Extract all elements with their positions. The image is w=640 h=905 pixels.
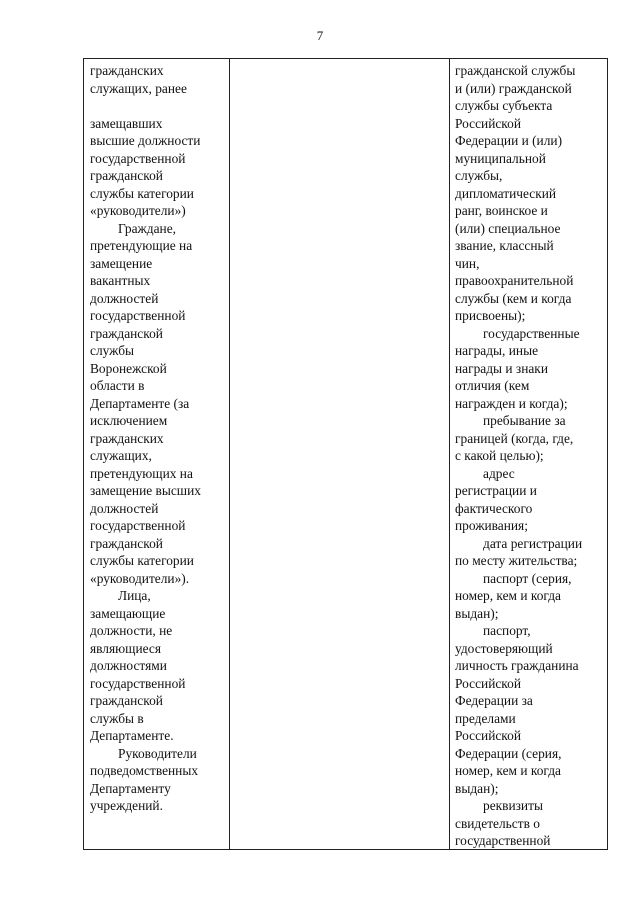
right-column-line: с какой целью); [455,448,544,463]
right-column-line: Федерации и (или) [455,133,563,148]
left-column-line: претендующих на [90,465,193,481]
page-number: 7 [316,28,324,43]
left-column-line: Руководители [118,745,197,761]
left-column-line: гражданской [90,535,163,551]
document-table [83,58,608,850]
right-column-line: отличия (кем [455,378,530,393]
right-column-line: гражданской службы [455,63,576,78]
left-column-line: должности, не [90,623,173,638]
right-column-line: Российской [455,115,521,131]
right-column-line: службы субъекта [455,98,553,113]
left-column-line: Граждане, [118,220,177,236]
right-column-line: паспорт, [483,623,531,638]
right-column-line: номер, кем и когда [455,763,561,778]
right-column-line: Федерации (серия, [455,745,562,761]
left-column-line: замещавших [90,115,163,131]
left-column-line: должностями [90,658,167,673]
right-column-line: службы (кем и когда [455,290,572,306]
left-column-line: исключением [90,413,168,428]
left-column-line: гражданской [90,168,163,183]
left-column-line: Департаменту [90,780,171,796]
left-column-line: служащих, [90,448,152,463]
left-column-line: «руководители») [90,203,186,218]
right-column-line: чин, [455,255,480,271]
left-column-line: замещающие [90,605,166,621]
right-column-line: личность гражданина [455,658,579,673]
right-column-text [455,62,605,850]
left-column-line: Лица, [118,588,151,603]
right-column-line: фактического [455,500,533,516]
right-column-line: пребывание за [483,413,566,428]
right-column-line: Федерации за [455,693,533,708]
right-column-line: адрес [483,465,515,481]
left-column-line: службы в [90,710,144,726]
right-column-line: свидетельств о [455,815,540,831]
left-column-line: замещение [90,255,153,271]
left-column-line: гражданских [90,63,164,78]
left-column-line: вакантных [90,273,151,288]
left-column-line: претендующие на [90,238,193,253]
left-column-line: являющиеся [90,640,162,656]
right-column-line: дипломатический [455,185,557,201]
right-column-line: ранг, воинское и [455,203,548,218]
right-column-line: регистрации и [455,483,537,498]
right-column-line: пределами [455,710,516,726]
right-column-line: удостоверяющий [455,640,553,656]
right-column-line: выдан); [455,605,499,621]
left-column-line: службы [90,343,135,358]
right-column-line: проживания; [455,518,528,533]
left-column-line: гражданских [90,430,164,446]
right-column-line: звание, классный [455,238,554,253]
left-column-line: высшие должности [90,133,201,148]
left-column-line: гражданской [90,693,163,708]
left-column-line: службы категории [90,553,194,568]
right-column-line: государственной [455,833,551,848]
left-column-line: должностей [90,500,159,516]
right-column-line: службы, [455,168,503,183]
left-column-line [90,97,224,115]
left-column-line: «руководители»). [90,570,190,586]
left-column-text [90,62,224,815]
right-column-line: правоохранительной [455,273,574,288]
right-column-line: паспорт (серия, [483,570,572,586]
left-column-line: должностей [90,290,159,306]
left-column-line: подведомственных [90,763,199,778]
right-column-line: муниципальной [455,150,546,166]
right-column-line: границей (когда, где, [455,430,574,446]
left-column-line: служащих, ранее [90,80,187,96]
right-column-line: присвоены); [455,308,526,323]
left-column-line: государственной [90,308,186,323]
left-column-line: области в [90,378,145,393]
column-divider-right [449,59,450,849]
left-column-line: Воронежской [90,360,167,376]
left-column-line: Департаменте. [90,728,174,743]
left-column-line: Департаменте (за [90,395,190,411]
right-column-line: по месту жительства; [455,553,578,568]
left-column-line: государственной [90,518,186,533]
right-column-line: награды, иные [455,343,539,358]
left-column-line: государственной [90,675,186,691]
left-column-line: гражданской [90,325,163,341]
right-column-line: номер, кем и когда [455,588,561,603]
right-column-line: государственные [483,325,580,341]
right-column-line: награды и знаки [455,360,548,376]
left-column-line: государственной [90,150,186,166]
left-column-line: учреждений. [90,798,163,813]
right-column-line: Российской [455,728,521,743]
left-column-line: службы категории [90,185,194,201]
column-divider-left [229,59,230,849]
right-column-line: (или) специальное [455,220,561,236]
right-column-line: реквизиты [483,798,543,813]
right-column-line: Российской [455,675,521,691]
right-column-line: награжден и когда); [455,395,568,411]
left-column-line: замещение высших [90,483,201,498]
right-column-line: и (или) гражданской [455,80,572,96]
right-column-line: выдан); [455,780,499,796]
right-column-line: дата регистрации [483,535,583,551]
